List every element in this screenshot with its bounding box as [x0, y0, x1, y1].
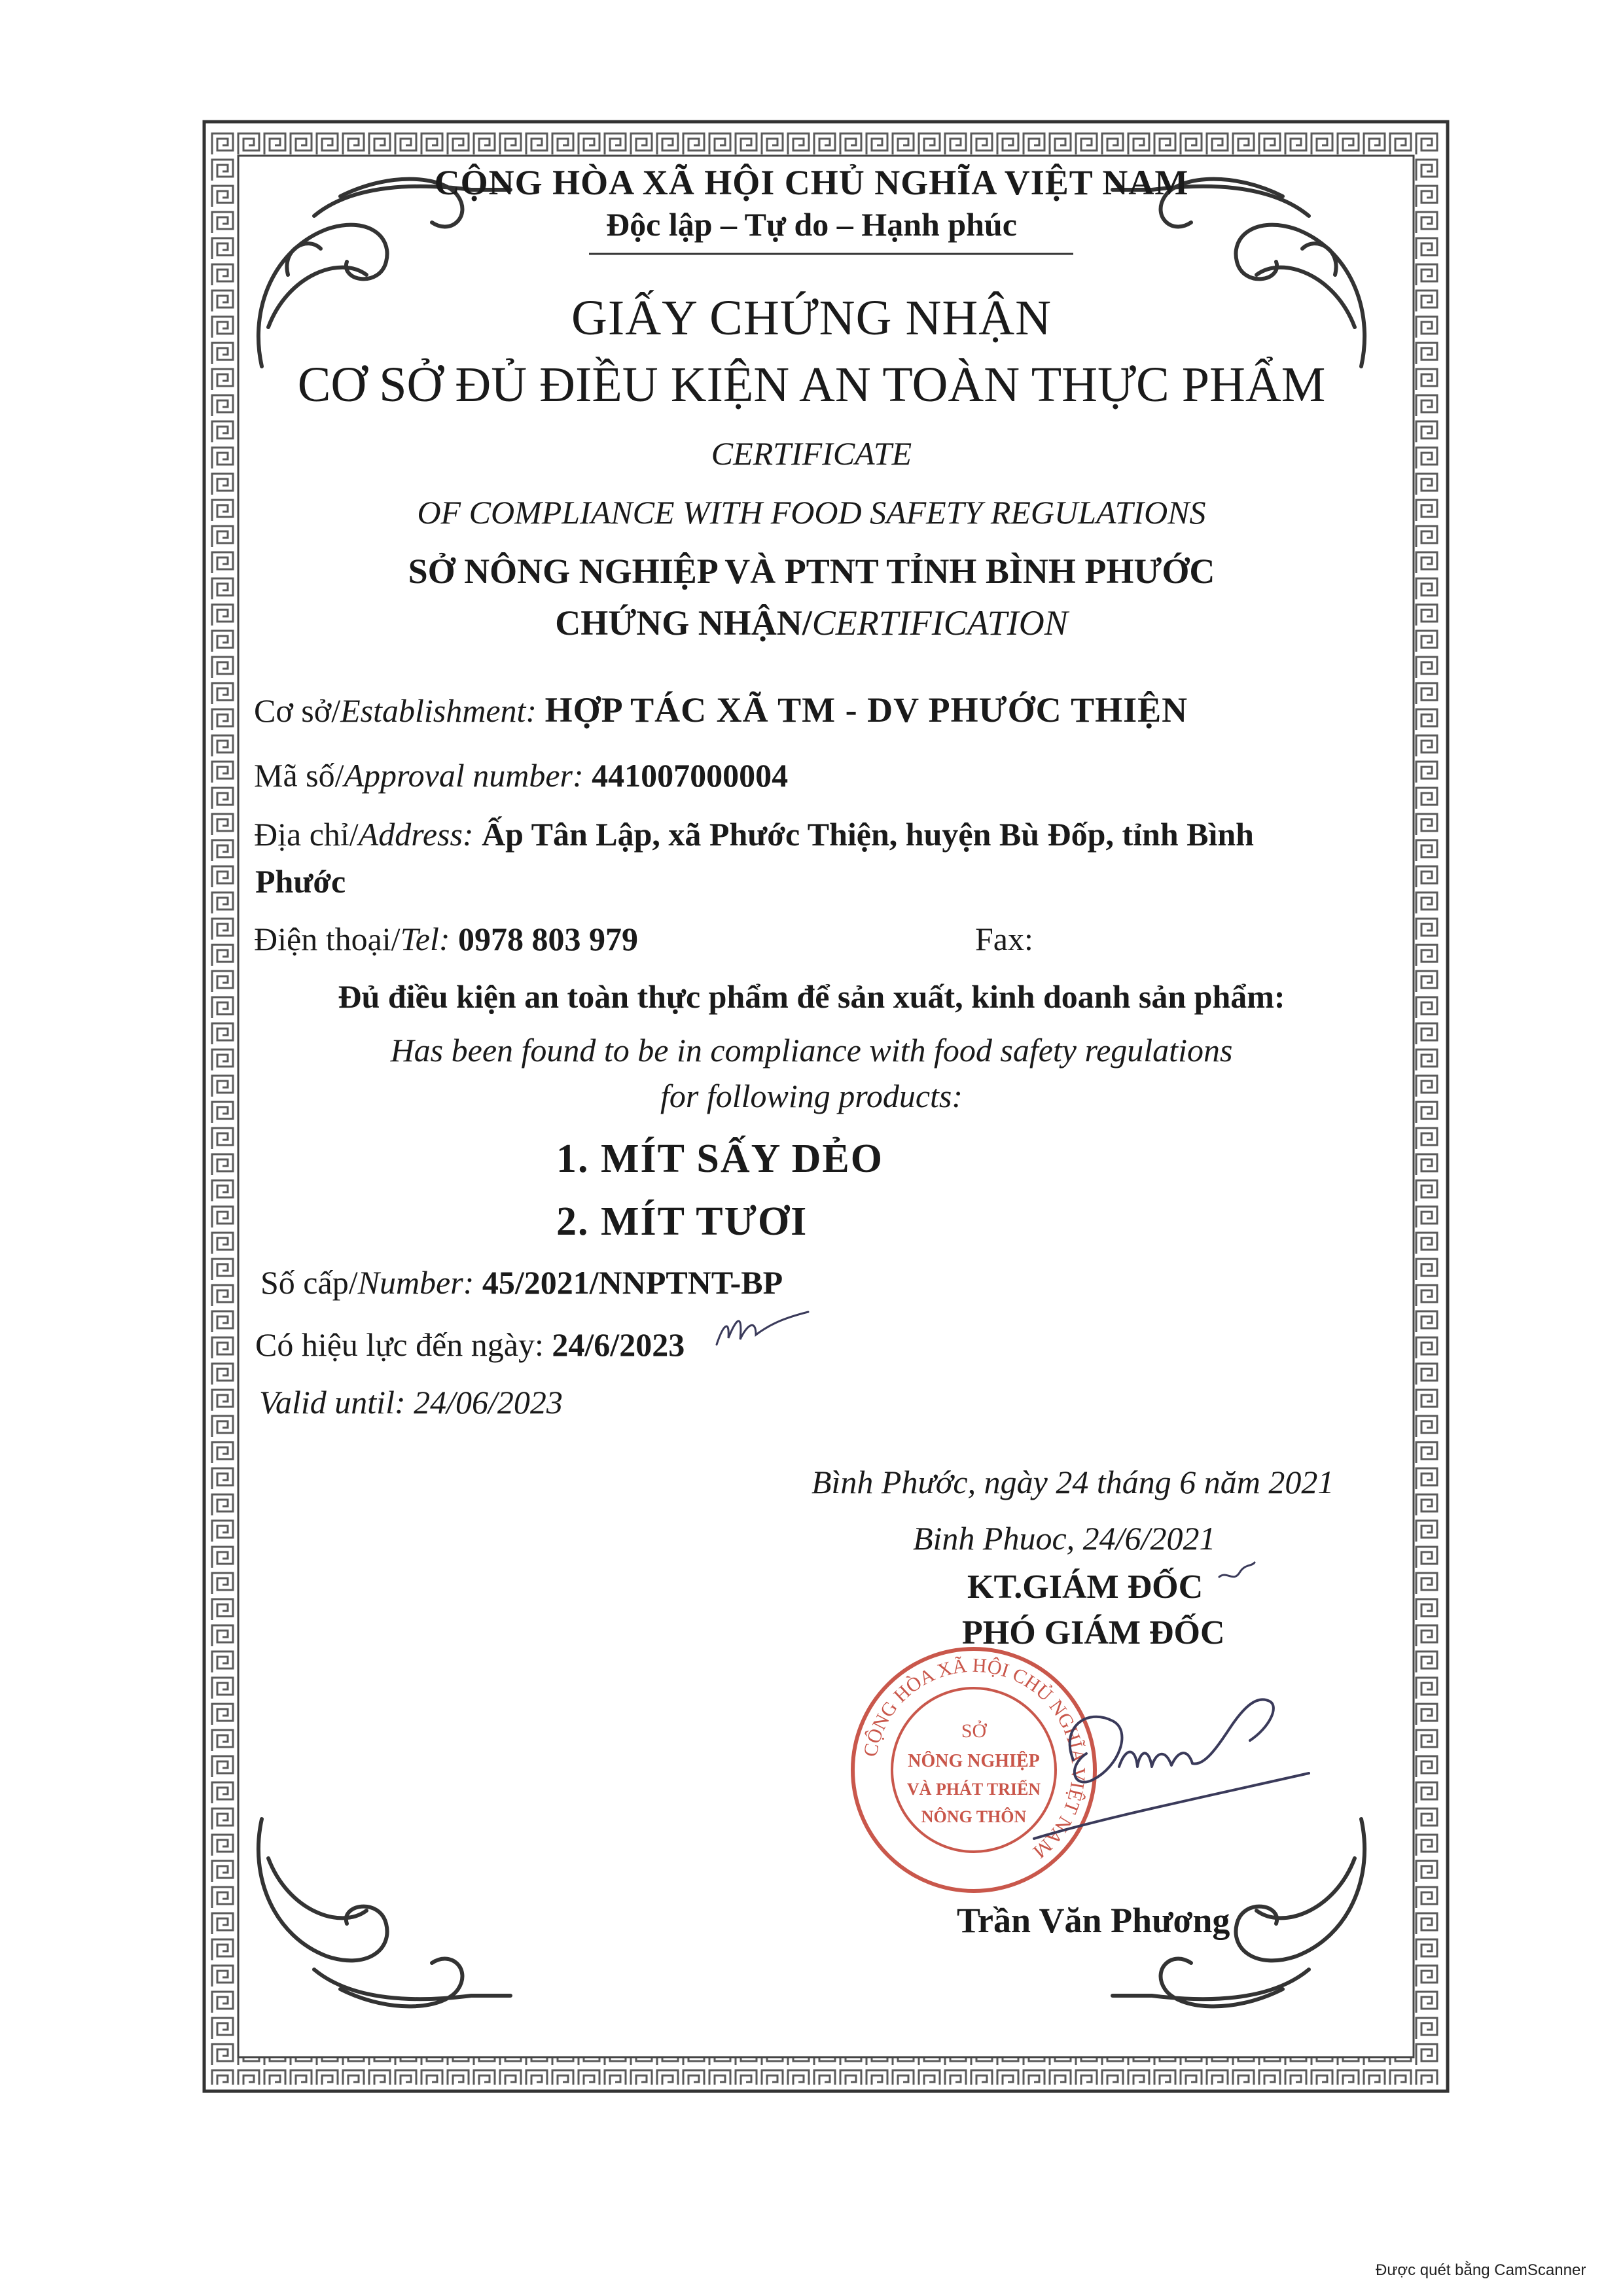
signer-title-2: PHÓ GIÁM ĐỐC [962, 1614, 1225, 1651]
certificate-subtitle-en: OF COMPLIANCE WITH FOOD SAFETY REGULATIONS [417, 494, 1206, 531]
issuing-department: SỞ NÔNG NGHIỆP VÀ PTNT TỈNH BÌNH PHƯỚC [408, 552, 1215, 591]
field-address [254, 818, 1254, 851]
number-label-vn: Số cấp/ [260, 1264, 358, 1301]
issue-date-vn: Bình Phước, ngày 24 tháng 6 năm 2021 [812, 1464, 1334, 1500]
certificate-title-vn: GIẤY CHỨNG NHẬN [571, 291, 1052, 345]
certificate-subtitle-vn: CƠ SỞ ĐỦ ĐIỀU KIỆN AN TOÀN THỰC PHẨM [297, 357, 1326, 412]
issue-date-en: Binh Phuoc, 24/6/2021 [913, 1520, 1216, 1557]
national-title: CỘNG HÒA XÃ HỘI CHỦ NGHĨA VIỆT NAM [434, 163, 1189, 202]
address-value-continued: Phước [255, 863, 346, 900]
tel-label-vn: Điện thoại/ [254, 921, 401, 957]
handwritten-tick [1214, 1557, 1260, 1597]
number-value: 45/2021/NNPTNT-BP [482, 1264, 783, 1301]
seal-line-2: NÔNG NGHIỆP [908, 1751, 1040, 1771]
field-establishment [254, 692, 1188, 728]
handwritten-signature [1021, 1669, 1322, 1878]
handwritten-initial [710, 1299, 815, 1358]
establishment-label-vn: Cơ sở/ [254, 692, 341, 729]
approval-value: 441007000004 [592, 757, 789, 794]
approval-label-en: Approval number: [344, 757, 584, 794]
establishment-value: HỢP TÁC XÃ TM - DV PHƯỚC THIỆN [544, 690, 1188, 730]
national-motto: Độc lập – Tự do – Hạnh phúc [606, 206, 1017, 243]
field-telephone [254, 923, 638, 955]
seal-line-4: NÔNG THÔN [921, 1807, 1027, 1826]
seal-line-1: SỞ [961, 1720, 987, 1742]
compliance-statement-en-line1: Has been found to be in compliance with food safety regulations [390, 1032, 1233, 1069]
signer-name: Trần Văn Phương [957, 1901, 1230, 1940]
address-label-vn: Địa chỉ/ [254, 816, 359, 853]
certification-heading [0, 605, 1623, 641]
approval-label-vn: Mã số/ [254, 757, 344, 794]
signer-title-1: KT.GIÁM ĐỐC [967, 1568, 1204, 1606]
certification-heading-vn: CHỨNG NHẬN/ [555, 603, 812, 643]
field-certificate-number [260, 1266, 783, 1299]
fax-label: Fax: [975, 921, 1033, 957]
valid-label-vn: Có hiệu lực đến ngày: [255, 1326, 544, 1363]
valid-until-en: Valid until: 24/06/2023 [259, 1384, 563, 1421]
field-approval-number [254, 759, 788, 792]
field-valid-until [255, 1328, 685, 1361]
certification-heading-en: CERTIFICATION [812, 603, 1068, 643]
product-item: 1. MÍT SẤY DẺO [556, 1137, 883, 1181]
seal-ring-text: CỘNG HÒA XÃ HỘI CHỦ NGHĨA VIỆT NAM [859, 1654, 1090, 1863]
tel-label-en: Tel: [400, 921, 450, 957]
establishment-label-en: Establishment: [340, 692, 537, 729]
scanner-watermark: Được quét bằng CamScanner [1376, 2261, 1586, 2279]
address-value: Ấp Tân Lập, xã Phước Thiện, huyện Bù Đốp, tỉnh Bình [482, 816, 1254, 853]
address-label-en: Address: [358, 816, 474, 853]
compliance-statement-vn: Đủ điều kiện an toàn thực phẩm để sản xuất, kinh doanh sản phẩm: [338, 978, 1285, 1015]
number-label-en: Number: [357, 1264, 474, 1301]
product-item: 2. MÍT TƯƠI [556, 1199, 808, 1244]
seal-line-3: VÀ PHÁT TRIỂN [906, 1780, 1041, 1799]
tel-value: 0978 803 979 [458, 921, 639, 957]
compliance-statement-en-line2: for following products: [660, 1078, 963, 1114]
valid-value: 24/6/2023 [552, 1326, 685, 1363]
certificate-title-en: CERTIFICATE [711, 435, 912, 472]
